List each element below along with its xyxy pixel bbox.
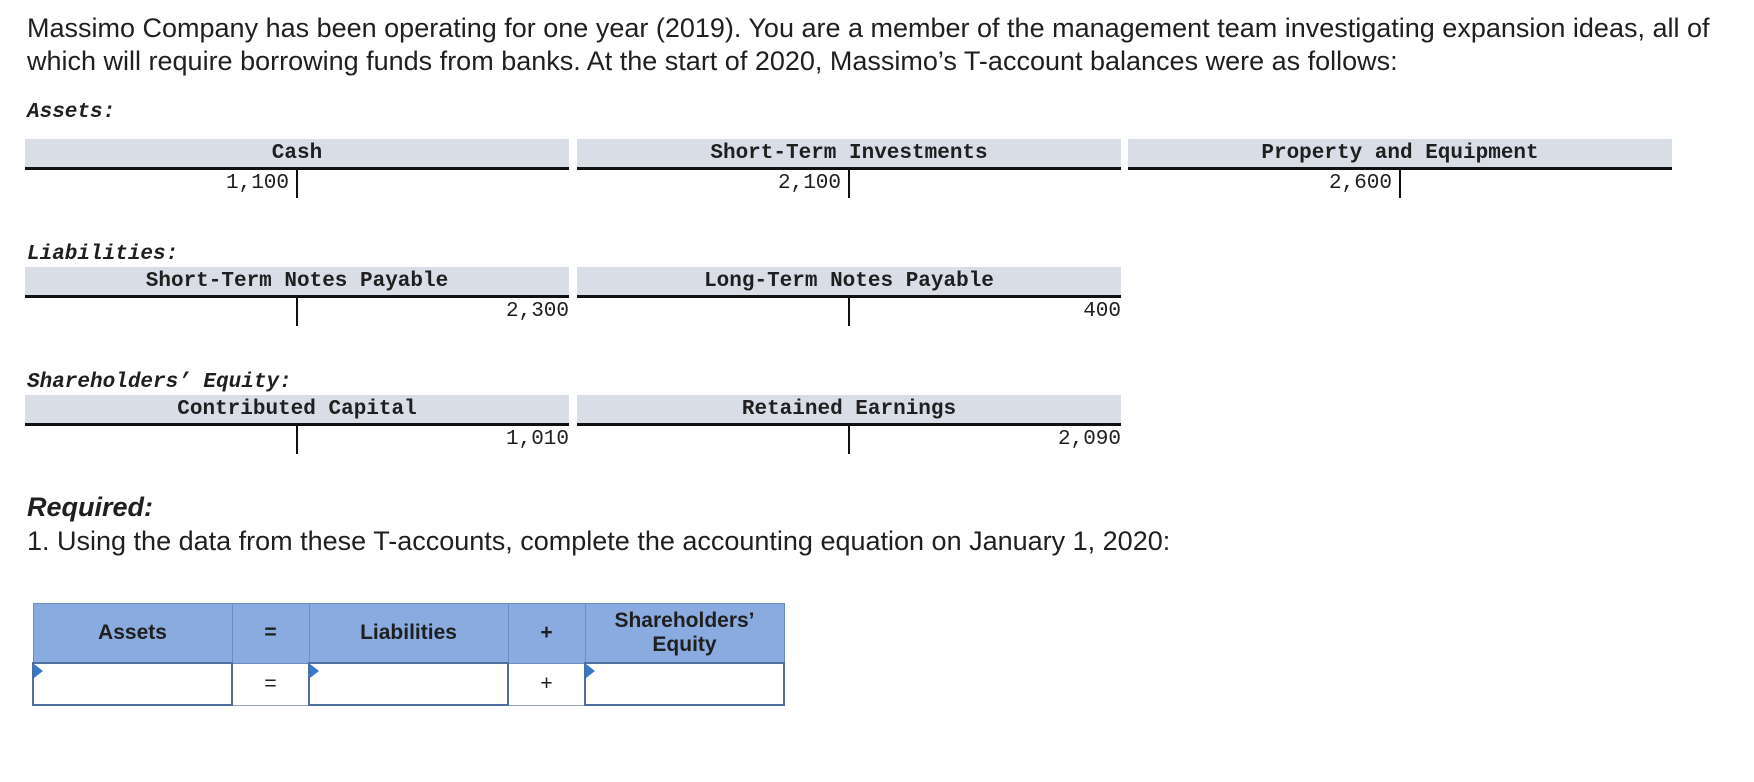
t-account-divider xyxy=(848,426,850,454)
debit-balance: 2,600 xyxy=(1328,172,1392,195)
t-account-title: Retained Earnings xyxy=(577,395,1121,426)
t-account-divider xyxy=(296,170,298,198)
plus-sign: + xyxy=(508,663,585,705)
input-marker-icon xyxy=(310,664,319,678)
required-heading: Required: xyxy=(27,492,154,522)
t-account-contributed-capital xyxy=(25,395,569,455)
credit-balance: 1,010 xyxy=(505,428,569,451)
plus-header: + xyxy=(508,604,585,664)
credit-balance: 2,090 xyxy=(1057,428,1121,451)
equals-sign: = xyxy=(232,663,309,705)
accounting-equation-table xyxy=(32,603,785,706)
assets-section-label: Assets: xyxy=(27,101,116,124)
equity-input[interactable] xyxy=(586,665,783,703)
t-account-divider xyxy=(1399,170,1401,198)
t-account-long-term-notes xyxy=(577,267,1121,327)
t-account-title: Property and Equipment xyxy=(1128,139,1672,170)
credit-balance: 400 xyxy=(1083,300,1121,323)
t-account-divider xyxy=(296,298,298,326)
t-account-title: Cash xyxy=(25,139,569,170)
t-account-divider xyxy=(848,170,850,198)
t-account-property-equipment xyxy=(1128,139,1672,199)
equity-cell xyxy=(585,663,784,705)
liabilities-section-label: Liabilities: xyxy=(27,243,179,266)
t-account-title: Long-Term Notes Payable xyxy=(577,267,1121,298)
input-marker-icon xyxy=(34,664,43,678)
equals-header: = xyxy=(232,604,309,664)
liabilities-header: Liabilities xyxy=(309,604,508,664)
equity-header: Shareholders’ Equity xyxy=(585,604,784,664)
t-account-divider xyxy=(848,298,850,326)
credit-balance: 2,300 xyxy=(505,300,569,323)
debit-balance: 2,100 xyxy=(777,172,841,195)
assets-cell xyxy=(33,663,232,705)
assets-header: Assets xyxy=(33,604,232,664)
required-instruction: 1. Using the data from these T-accounts, complete the accounting equation on January 1, 2020: xyxy=(27,526,1171,556)
liabilities-input[interactable] xyxy=(310,665,507,703)
debit-balance: 1,100 xyxy=(225,172,289,195)
t-account-cash xyxy=(25,139,569,199)
liabilities-cell xyxy=(309,663,508,705)
t-account-title: Contributed Capital xyxy=(25,395,569,426)
assets-input[interactable] xyxy=(34,665,231,703)
t-account-retained-earnings xyxy=(577,395,1121,455)
t-account-title: Short-Term Investments xyxy=(577,139,1121,170)
t-account-title: Short-Term Notes Payable xyxy=(25,267,569,298)
intro-text: Massimo Company has been operating for one year (2019). You are a member of the management team investigating expansion ideas, all of which will require borrowing funds from banks. At the start of 2020, Massimo’s T-account balances were as follows: xyxy=(27,13,1710,76)
equation-header-row xyxy=(33,604,784,664)
input-marker-icon xyxy=(586,664,595,678)
equation-input-row xyxy=(33,663,784,705)
t-account-divider xyxy=(296,426,298,454)
t-account-short-term-notes xyxy=(25,267,569,327)
t-account-short-term-investments xyxy=(577,139,1121,199)
equity-section-label: Shareholders’ Equity: xyxy=(27,371,292,394)
